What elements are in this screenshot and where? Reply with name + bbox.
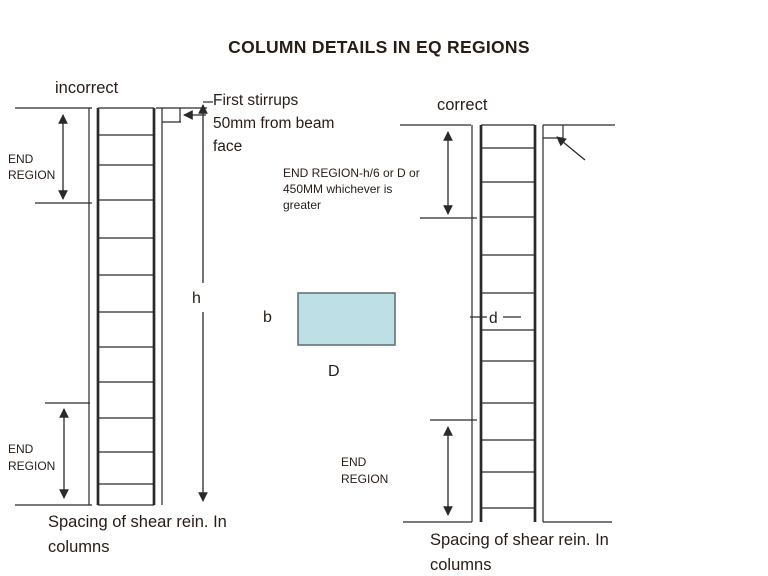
right-caption-line-1: Spacing of shear rein. In bbox=[430, 531, 609, 549]
left-stirrups bbox=[98, 108, 154, 505]
height-label: h bbox=[192, 290, 201, 307]
right-end-region-bottom-label-2: REGION bbox=[341, 472, 389, 486]
left-end-region-bottom-label-2: REGION bbox=[8, 459, 56, 473]
left-diagram-label: incorrect bbox=[55, 79, 119, 97]
depth-D-label: D bbox=[328, 363, 340, 380]
left-column-drawing bbox=[8, 79, 334, 556]
right-first-stirrup-arrow bbox=[557, 137, 585, 160]
column-cross-section bbox=[263, 293, 395, 380]
page-title: COLUMN DETAILS IN EQ REGIONS bbox=[228, 37, 530, 57]
first-stirrup-note-line-2: 50mm from beam bbox=[213, 115, 335, 132]
left-end-region-bottom-label-1: END bbox=[8, 442, 34, 456]
depth-d-label: d bbox=[489, 310, 498, 327]
end-region-note-line-1: END REGION-h/6 or D or bbox=[283, 166, 420, 180]
cross-section-rect bbox=[298, 293, 395, 345]
first-stirrup-note-line-1: First stirrups bbox=[213, 92, 299, 109]
left-caption-line-2: columns bbox=[48, 538, 110, 556]
left-caption-line-1: Spacing of shear rein. In bbox=[48, 513, 227, 531]
end-region-note-line-3: greater bbox=[283, 198, 322, 212]
left-end-region-top-label-1: END bbox=[8, 152, 34, 166]
right-caption-line-2: columns bbox=[430, 556, 492, 574]
width-b-label: b bbox=[263, 309, 272, 326]
end-region-note-line-2: 450MM whichever is bbox=[283, 182, 393, 196]
first-stirrup-note-line-3: face bbox=[213, 138, 243, 155]
right-end-region-bottom-label-1: END bbox=[341, 455, 367, 469]
left-end-region-top-label-2: REGION bbox=[8, 168, 56, 182]
right-diagram-label: correct bbox=[437, 96, 488, 114]
